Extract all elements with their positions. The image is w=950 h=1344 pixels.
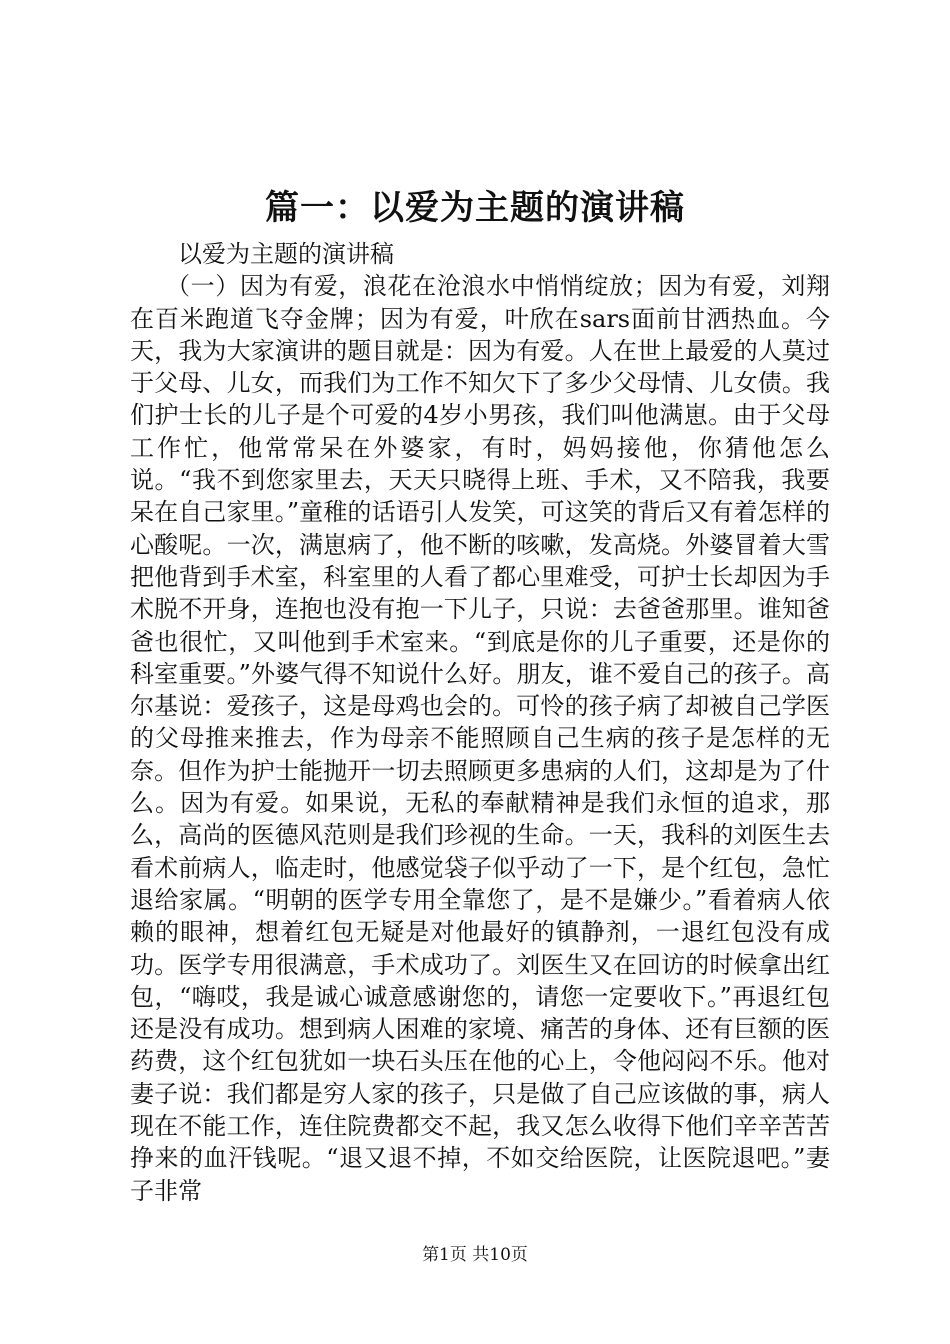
document-body — [130, 238, 830, 1207]
page-footer: 第1页 共10页 — [422, 1245, 528, 1265]
document-title: 篇一：以爱为主题的演讲稿 — [265, 188, 685, 228]
body-paragraph: （一）因为有爱，浪花在沧浪水中悄悄绽放；因为有爱，刘翔在百米跑道飞夺金牌；因为有爱，叶欣在sars面前甘洒热血。今天，我为大家演讲的题目就是：因为有爱。人在世上最爱的人莫过于父母、儿女，而我们为工作不知欠下了多少父母情、儿女债。我们护士长的儿子是个可爱的4岁小男孩，我们叫他满崽。由于父母工作忙，他常常呆在外婆家，有时，妈妈接他，你猜他怎么说。“我不到您家里去，天天只晓得上班、手术，又不陪我，我要呆在自己家里。”童稚的话语引人发笑，可这笑的背后又有着怎样的心酸呢。一次，满崽病了，他不断的咳嗽，发高烧。外婆冒着大雪把他背到手术室，科室里的人看了都心里难受，可护士长却因为手术脱不开身，连抱也没有抱一下儿子，只说：去爸爸那里。谁知爸爸也很忙，又叫他到手术室来。“到底是你的儿子重要，还是你的科室重要。”外婆气得不知说什么好。朋友，谁不爱自己的孩子。高尔基说：爱孩子，这是母鸡也会的。可怜的孩子病了却被自己学医的父母推来推去，作为母亲不能照顾自己生病的孩子是怎样的无奈。但作为护士能抛开一切去照顾更多患病的人们，这却是为了什么。因为有爱。如果说，无私的奉献精神是我们永恒的追求，那么，高尚的医德风范则是我们珍视的生命。一天，我科的刘医生去看术前病人，临走时，他感觉袋子似乎动了一下，是个红包，急忙退给家属。“明朝的医学专用全靠您了，是不是嫌少。”看着病人依赖的眼神，想着红包无疑是对他最好的镇静剂，一退红包没有成功。医学专用很满意，手术成功了。刘医生又在回访的时候拿出红包，“嗨哎，我是诚心诚意感谢您的，请您一定要收下。”再退红包还是没有成功。想到病人困难的家境、痛苦的身体、还有巨额的医药费，这个红包犹如一块石头压在他的心上，令他闷闷不乐。他对妻子说：我们都是穷人家的孩子，只是做了自己应该做的事，病人现在不能工作，连住院费都交不起，我又怎么收得下他们辛辛苦苦挣来的血汗钱呢。“退又退不掉，不如交给医院，让医院退吧。”妻子非常 — [130, 272, 830, 1205]
document-subtitle: 以爱为主题的演讲稿 — [178, 240, 394, 268]
